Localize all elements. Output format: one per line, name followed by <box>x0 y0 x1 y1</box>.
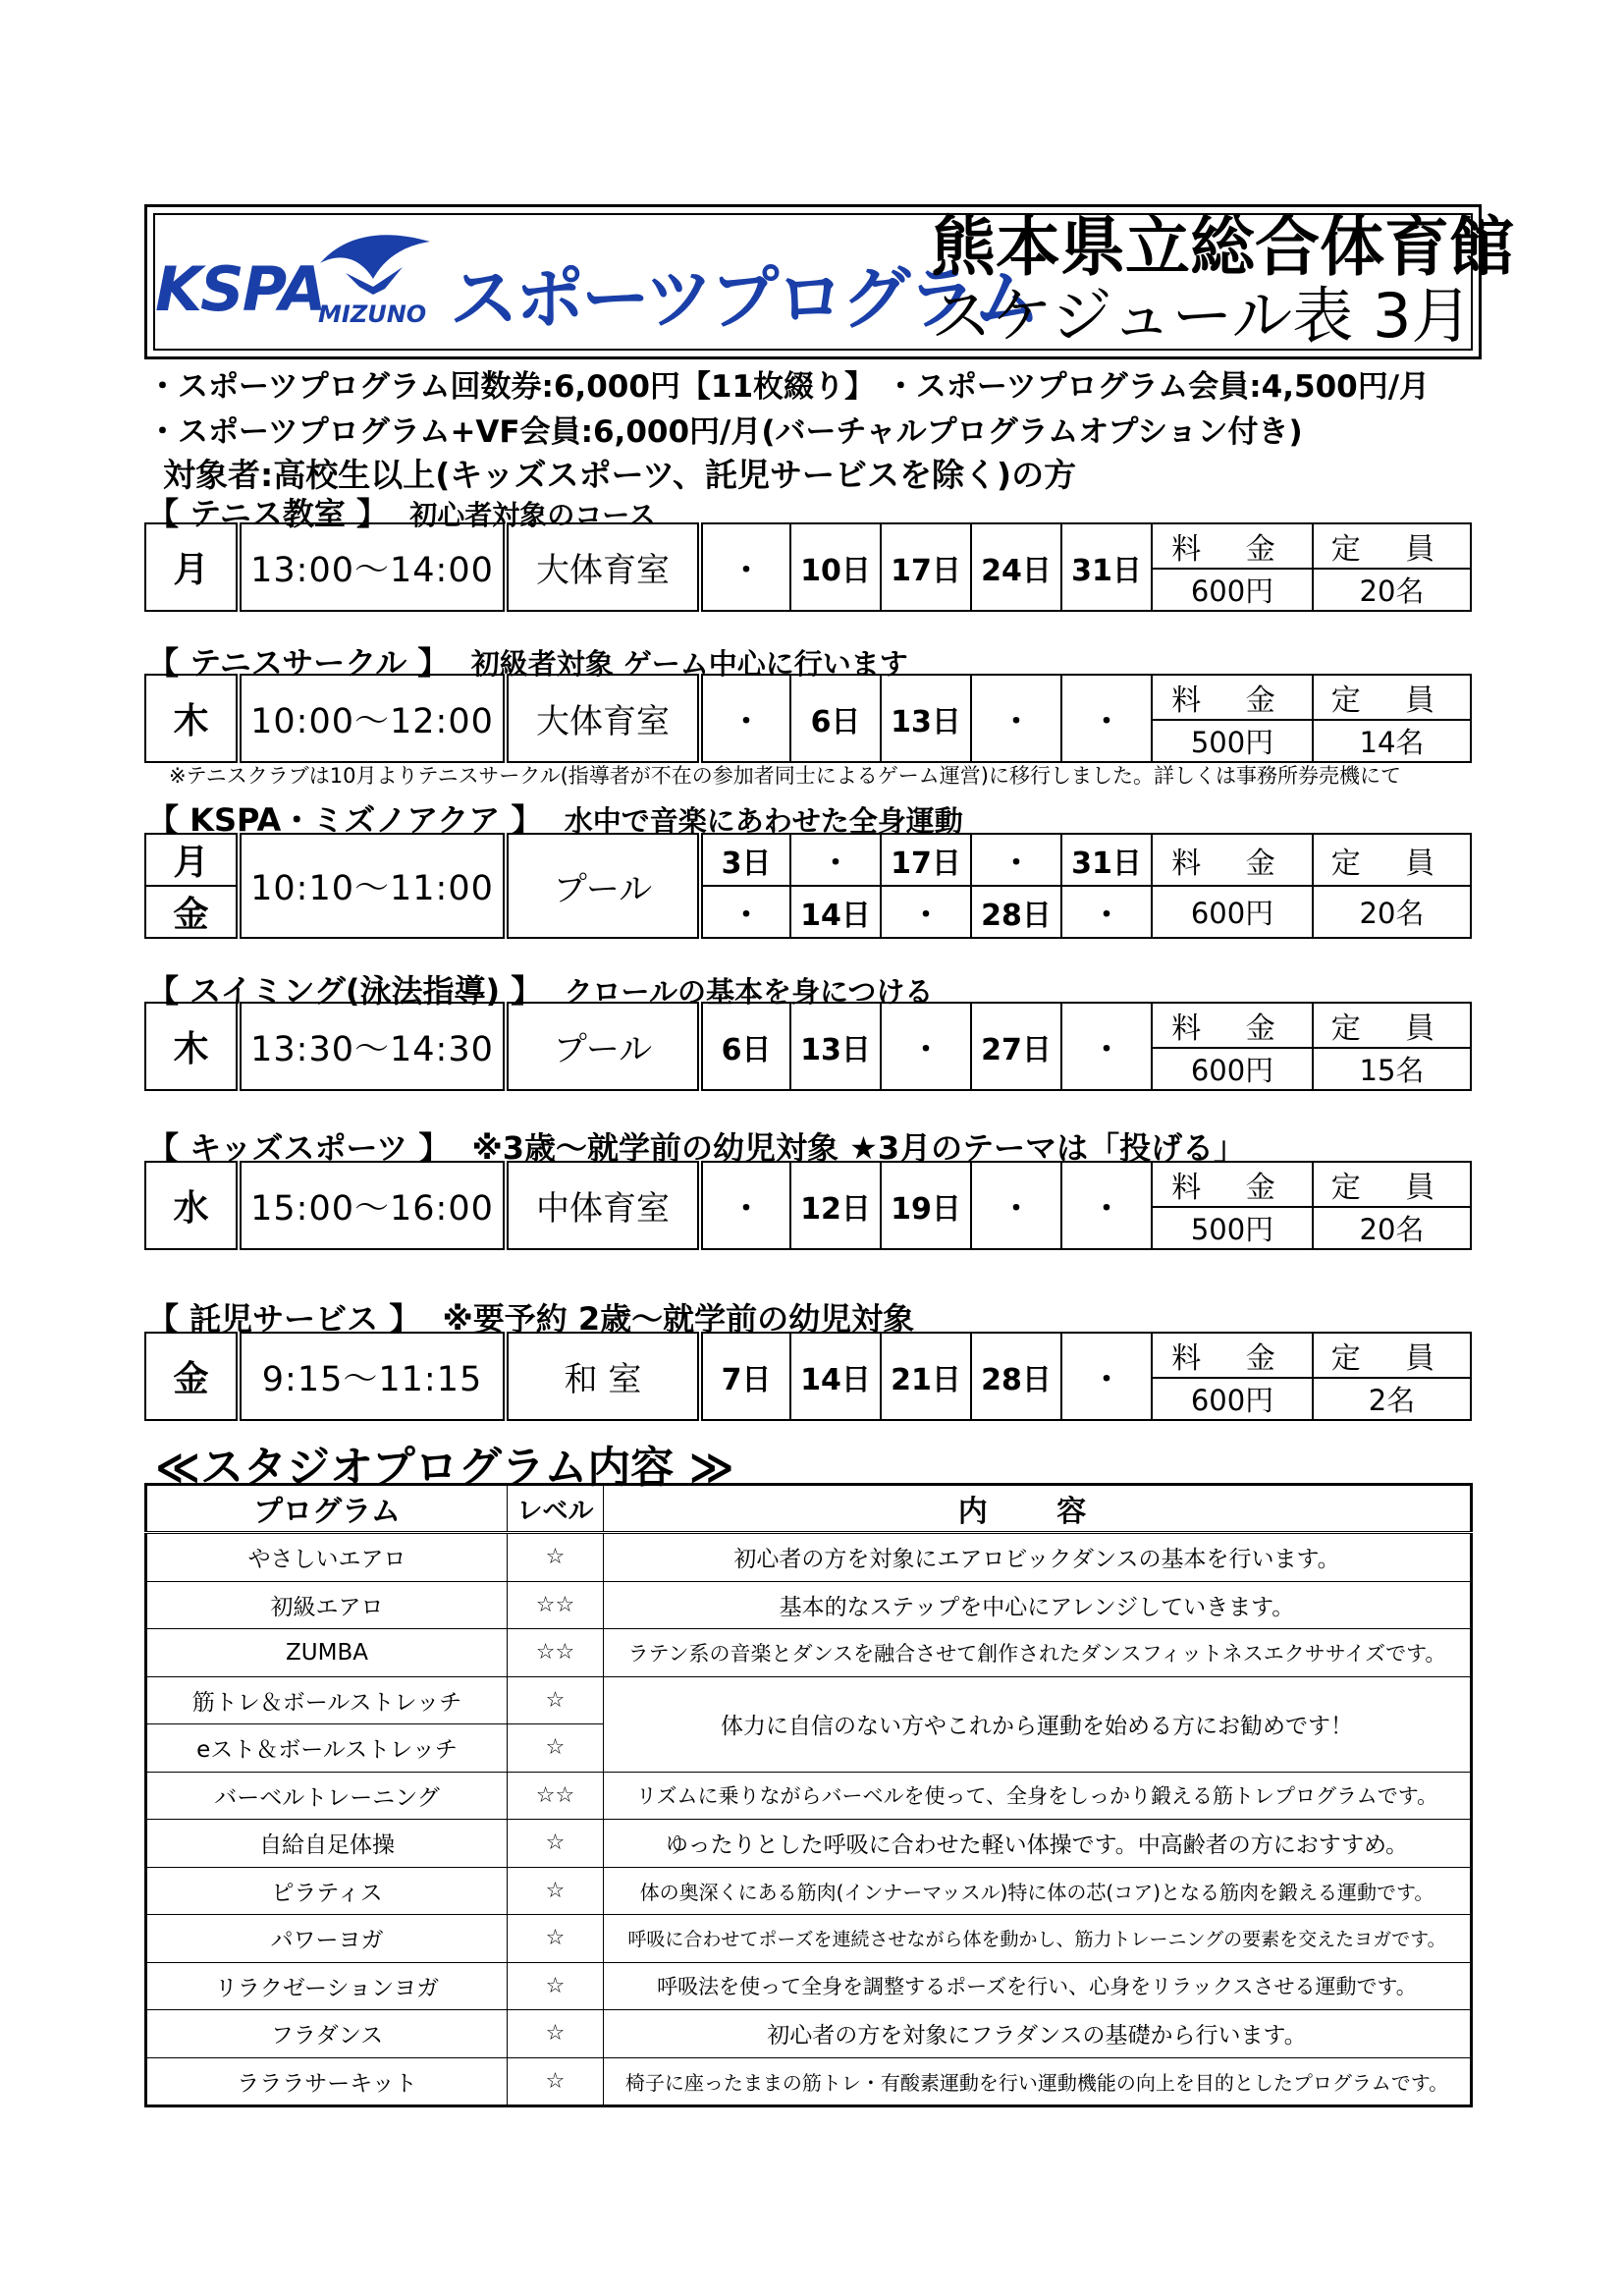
day-cell: 月 <box>145 834 239 886</box>
info-line-1: ・スポーツプログラム回数券:6,000円【11枚綴り】 ・スポーツプログラム会員:4,500円/月 <box>147 369 1431 405</box>
fee-value: 500円 <box>1152 1207 1313 1249</box>
time-cell: 13:30〜14:30 <box>239 1003 506 1090</box>
capacity-value: 15名 <box>1313 1048 1471 1090</box>
capacity-header: 定 員 <box>1313 1333 1471 1378</box>
time-cell: 9:15〜11:15 <box>239 1333 506 1420</box>
day-cell: 金 <box>145 1333 239 1420</box>
section-title-childcare: 【 託児サービス 】 ※要予約 2歳〜就学前の幼児対象 <box>147 1300 915 1338</box>
program-name: やさしいエアロ <box>146 1533 508 1582</box>
svg-text:MIZUNO: MIZUNO <box>318 301 427 328</box>
program-name: パワーヨガ <box>146 1915 508 1963</box>
section-title-tennis-class: 【 テニス教室 】 初心者対象のコース <box>147 495 656 532</box>
venue-title: 熊本県立総合体育館 <box>931 209 1514 285</box>
table-row <box>146 1915 1472 1963</box>
date-cell: 17日 <box>881 834 971 886</box>
date-cell: ・ <box>971 1162 1061 1249</box>
tennis-circle-note: ※テニスクラブは10月よりテニスサークル(指導者が不在の参加者同士によるゲーム運営)に移行しました。詳しくは事務所券売機にて <box>169 764 1401 788</box>
capacity-value: 20名 <box>1313 886 1471 938</box>
level-stars: ☆ <box>508 1915 604 1963</box>
fee-value: 600円 <box>1152 569 1313 611</box>
fee-value: 600円 <box>1152 886 1313 938</box>
level-stars: ☆ <box>508 1533 604 1582</box>
table-row <box>146 1581 1472 1629</box>
table-row <box>146 1820 1472 1868</box>
table-row <box>146 1676 1472 1724</box>
section-title-aqua: 【 KSPA・ミズノアクア 】 水中で音楽にあわせた全身運動 <box>147 801 963 839</box>
capacity-value: 20名 <box>1313 569 1471 611</box>
level-stars: ☆ <box>508 1820 604 1868</box>
section-title-kids-sports: 【 キッズスポーツ 】 ※3歳〜就学前の幼児対象 ★3月のテーマは「投げる」 <box>147 1129 1246 1167</box>
schedule-table-tennis-circle <box>144 674 1472 763</box>
schedule-table-childcare <box>144 1332 1472 1421</box>
schedule-table-tennis-class <box>144 522 1472 612</box>
table-row <box>146 1629 1472 1677</box>
time-cell: 13:00〜14:00 <box>239 523 506 611</box>
day-cell: 月 <box>145 523 239 611</box>
mizuno-logo <box>316 224 434 332</box>
program-description: 初心者の方を対象にエアロビックダンスの基本を行います。 <box>604 1533 1472 1582</box>
date-cell: ・ <box>1061 1333 1152 1420</box>
info-line-2: ・スポーツプログラム+VF会員:6,000円/月(バーチャルプログラムオプション付き) <box>147 414 1303 450</box>
date-cell: 17日 <box>881 523 971 611</box>
capacity-value: 20名 <box>1313 1207 1471 1249</box>
day-cell: 木 <box>145 675 239 762</box>
program-name: フラダンス <box>146 2010 508 2058</box>
date-cell: 12日 <box>790 1162 881 1249</box>
date-cell: 13日 <box>881 675 971 762</box>
date-cell: 7日 <box>700 1333 790 1420</box>
schedule-table-aqua <box>144 833 1472 939</box>
capacity-value: 2名 <box>1313 1378 1471 1420</box>
program-name: ラララサーキット <box>146 2057 508 2106</box>
program-description: 呼吸に合わせてポーズを連続させながら体を動かし、筋力トレーニングの要素を交えたヨガです。 <box>604 1915 1472 1963</box>
date-cell: 27日 <box>971 1003 1061 1090</box>
program-description: ゆったりとした呼吸に合わせた軽い体操です。中高齢者の方におすすめ。 <box>604 1820 1472 1868</box>
schedule-table-swimming <box>144 1002 1472 1091</box>
room-cell: 大体育室 <box>506 523 700 611</box>
date-cell: 14日 <box>790 886 881 938</box>
level-stars: ☆ <box>508 2057 604 2106</box>
date-cell: 3日 <box>700 834 790 886</box>
level-stars: ☆ <box>508 2010 604 2058</box>
content-column-header: 内 容 <box>604 1485 1472 1533</box>
level-stars: ☆☆ <box>508 1629 604 1677</box>
level-stars: ☆ <box>508 1867 604 1915</box>
level-stars: ☆ <box>508 1962 604 2010</box>
time-cell: 10:10〜11:00 <box>239 834 506 938</box>
day-cell: 木 <box>145 1003 239 1090</box>
fee-header: 料 金 <box>1152 1162 1313 1207</box>
date-cell: 28日 <box>971 1333 1061 1420</box>
date-cell: ・ <box>1061 886 1152 938</box>
date-cell: ・ <box>881 886 971 938</box>
date-cell: 19日 <box>881 1162 971 1249</box>
date-cell: ・ <box>971 834 1061 886</box>
day-cell: 金 <box>145 886 239 938</box>
date-cell: ・ <box>790 834 881 886</box>
fee-header: 料 金 <box>1152 1003 1313 1048</box>
room-cell: プール <box>506 1003 700 1090</box>
level-stars: ☆☆ <box>508 1581 604 1629</box>
room-cell: プール <box>506 834 700 938</box>
room-cell: 中体育室 <box>506 1162 700 1249</box>
program-description: 初心者の方を対象にフラダンスの基礎から行います。 <box>604 2010 1472 2058</box>
date-cell: 21日 <box>881 1333 971 1420</box>
fee-header: 料 金 <box>1152 1333 1313 1378</box>
date-cell: 10日 <box>790 523 881 611</box>
program-name: 筋トレ＆ボールストレッチ <box>146 1676 508 1724</box>
room-cell: 和 室 <box>506 1333 700 1420</box>
program-description: ラテン系の音楽とダンスを融合させて創作されたダンスフィットネスエクササイズです。 <box>604 1629 1472 1677</box>
section-title-swimming: 【 スイミング(泳法指導) 】 クロールの基本を身につける <box>147 972 934 1010</box>
date-cell: ・ <box>700 886 790 938</box>
program-name: eスト＆ボールストレッチ <box>146 1724 508 1773</box>
level-stars: ☆☆ <box>508 1772 604 1820</box>
program-description: 基本的なステップを中心にアレンジしていきます。 <box>604 1581 1472 1629</box>
level-stars: ☆ <box>508 1676 604 1724</box>
program-name: 初級エアロ <box>146 1581 508 1629</box>
date-cell: 24日 <box>971 523 1061 611</box>
date-cell: ・ <box>1061 1003 1152 1090</box>
date-cell: ・ <box>1061 675 1152 762</box>
day-cell: 水 <box>145 1162 239 1249</box>
capacity-header: 定 員 <box>1313 523 1471 569</box>
program-name: リラクゼーションヨガ <box>146 1962 508 2010</box>
program-description: 体力に自信のない方やこれから運動を始める方にお勧めです！ <box>604 1676 1472 1772</box>
date-cell: 6日 <box>790 675 881 762</box>
date-cell: ・ <box>700 523 790 611</box>
level-column-header: レベル <box>508 1485 604 1533</box>
date-cell: ・ <box>971 675 1061 762</box>
capacity-header: 定 員 <box>1313 1162 1471 1207</box>
level-stars: ☆ <box>508 1724 604 1773</box>
table-row <box>146 1962 1472 2010</box>
section-title-tennis-circle: 【 テニスサークル 】 初級者対象 ゲーム中心に行います <box>147 644 908 682</box>
room-cell: 大体育室 <box>506 675 700 762</box>
table-row <box>146 1867 1472 1915</box>
date-cell: 31日 <box>1061 834 1152 886</box>
table-row <box>146 2010 1472 2058</box>
schedule-table-kids-sports <box>144 1161 1472 1250</box>
table-row <box>146 1533 1472 1582</box>
fee-value: 500円 <box>1152 720 1313 762</box>
schedule-title: スケジュール表 3月 <box>931 280 1473 352</box>
date-cell: 31日 <box>1061 523 1152 611</box>
fee-header: 料 金 <box>1152 675 1313 720</box>
program-description: 椅子に座ったままの筋トレ・有酸素運動を行い運動機能の向上を目的としたプログラムです。 <box>604 2057 1472 2106</box>
capacity-value: 14名 <box>1313 720 1471 762</box>
program-description: 呼吸法を使って全身を調整するポーズを行い、心身をリラックスさせる運動です。 <box>604 1962 1472 2010</box>
capacity-header: 定 員 <box>1313 675 1471 720</box>
capacity-header: 定 員 <box>1313 1003 1471 1048</box>
sports-program-title: スポーツプログラム <box>450 258 1039 339</box>
time-cell: 10:00〜12:00 <box>239 675 506 762</box>
date-cell: ・ <box>700 675 790 762</box>
date-cell: 28日 <box>971 886 1061 938</box>
studio-program-table <box>144 1483 1473 2107</box>
program-name: ZUMBA <box>146 1629 508 1677</box>
program-column-header: プログラム <box>146 1485 508 1533</box>
date-cell: ・ <box>700 1162 790 1249</box>
date-cell: 6日 <box>700 1003 790 1090</box>
program-name: ピラティス <box>146 1867 508 1915</box>
kspa-logo: KSPA <box>155 253 325 325</box>
fee-value: 600円 <box>1152 1048 1313 1090</box>
table-row <box>146 2057 1472 2106</box>
fee-header: 料 金 <box>1152 834 1313 886</box>
fee-value: 600円 <box>1152 1378 1313 1420</box>
time-cell: 15:00〜16:00 <box>239 1162 506 1249</box>
date-cell: ・ <box>881 1003 971 1090</box>
studio-program-title: ≪スタジオプログラム内容 ≫ <box>155 1443 734 1493</box>
date-cell: 14日 <box>790 1333 881 1420</box>
date-cell: 13日 <box>790 1003 881 1090</box>
program-description: リズムに乗りながらバーベルを使って、全身をしっかり鍛える筋トレプログラムです。 <box>604 1772 1472 1820</box>
program-name: 自給自足体操 <box>146 1820 508 1868</box>
program-name: バーベルトレーニング <box>146 1772 508 1820</box>
date-cell: ・ <box>1061 1162 1152 1249</box>
info-line-3: 対象者:高校生以上(キッズスポーツ、託児サービスを除く)の方 <box>163 456 1077 494</box>
fee-header: 料 金 <box>1152 523 1313 569</box>
table-row <box>146 1772 1472 1820</box>
program-description: 体の奥深くにある筋肉(インナーマッスル)特に体の芯(コア)となる筋肉を鍛える運動です。 <box>604 1867 1472 1915</box>
capacity-header: 定 員 <box>1313 834 1471 886</box>
